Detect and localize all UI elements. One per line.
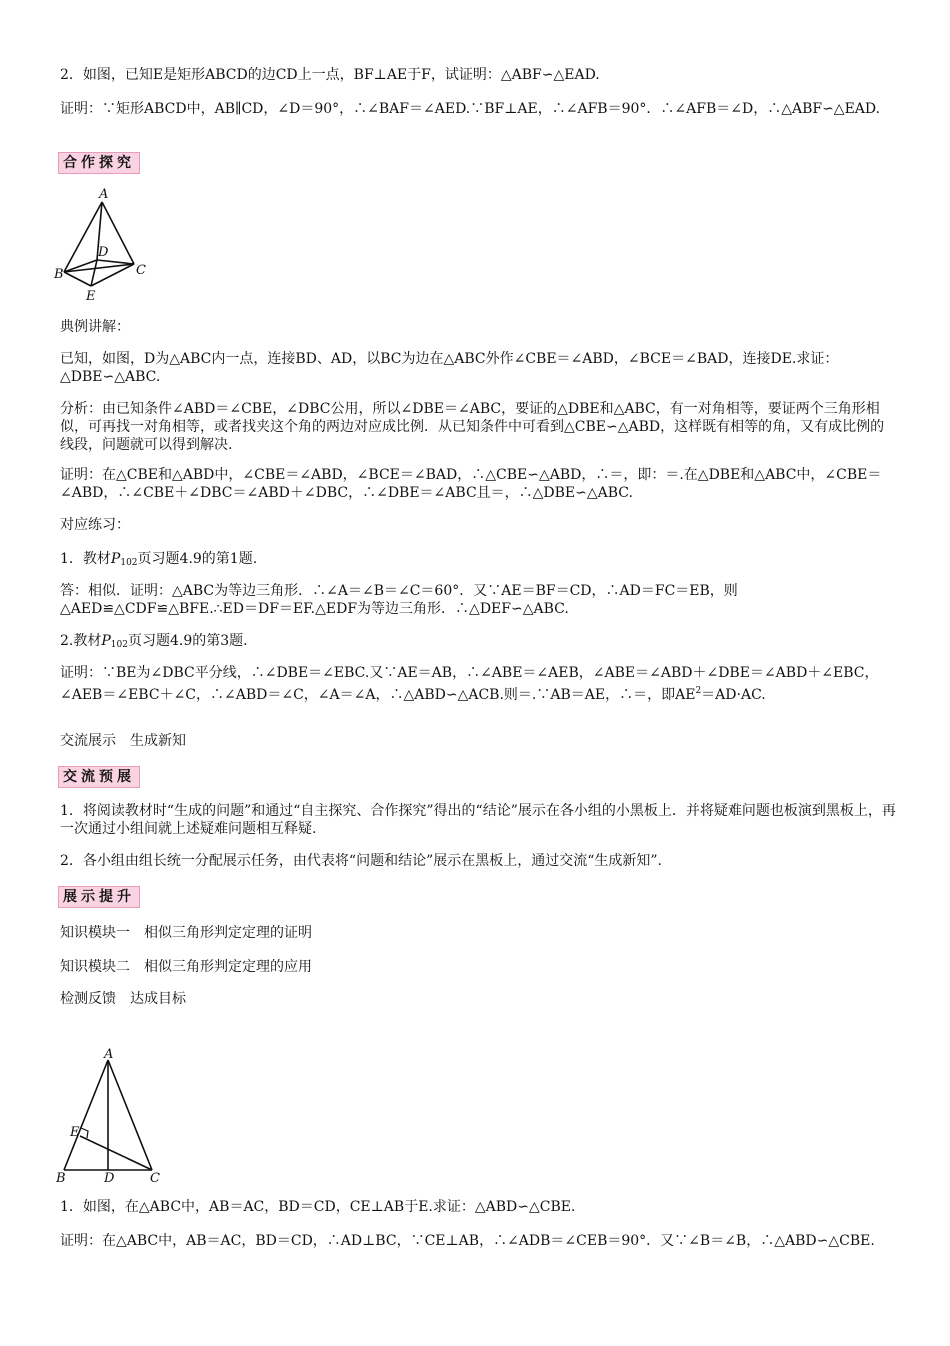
practice-item-1-answer: 答：相似．证明：△ABC为等边三角形．∴∠A＝∠B＝∠C＝60°．又∵AE＝BF＝CD，∴AD＝FC＝EB，则△AED≌△CDF≌△BFE.∴ED＝DF＝EF.△EDF为等边三角形．∴△DEF∽△ABC. — [60, 583, 738, 617]
module-1: 知识模块一 相似三角形判定定理的证明 — [60, 925, 312, 941]
jiance-title: 检测反馈 达成目标 — [60, 991, 186, 1007]
example-heading: 典例讲解： — [60, 319, 130, 335]
fig2-label-c: C — [150, 1171, 160, 1186]
practice-item-2: 2.教材$P_{102}$页习题4.9的第3题. — [60, 633, 248, 650]
final-problem: 1．如图，在△ABC中，AB＝AC，BD＝CD，CE⊥AB于E.求证：△ABD∽△CBE. — [60, 1199, 576, 1215]
jiaoliu-title: 交流展示 生成新知 — [60, 733, 186, 749]
figure-triangle-abc-with-point-d — [52, 182, 152, 304]
jiaoliu-item-1: 1．将阅读教材时“生成的问题”和通过“自主探究、合作探究”得出的“结论”展示在各小组的小黑板上．并将疑难问题也板演到黑板上，再一次通过小组间就上述疑难问题相互释疑. — [60, 803, 896, 837]
section-heading-zhanshi: 展示提升 — [58, 886, 140, 908]
fig2-label-b: B — [56, 1171, 66, 1186]
fig1-label-e: E — [86, 289, 96, 304]
fig2-label-d: D — [104, 1171, 115, 1186]
example-given: 已知，如图，D为△ABC内一点，连接BD、AD，以BC为边在△ABC外作∠CBE＝∠ABD，∠BCE＝∠BAD，连接DE.求证：△DBE∽△ABC. — [60, 351, 839, 385]
problem-2-proof: 证明：∵矩形ABCD中，AB∥CD，∠D＝90°，∴∠BAF＝∠AED.∵BF⊥AE，∴∠AFB＝90°．∴∠AFB＝∠D，∴△ABF∽△EAD. — [60, 101, 881, 117]
figure-isosceles-triangle-abc — [52, 1048, 170, 1188]
example-proof: 证明：在△CBE和△ABD中，∠CBE＝∠ABD，∠BCE＝∠BAD，∴△CBE∽△ABD，∴＝，即：＝.在△DBE和△ABC中，∠CBE＝∠ABD，∴∠CBE＋∠DBC＝∠ABD＋∠DBC，∴∠DBE＝∠ABC且＝，∴△DBE∽△ABC. — [60, 467, 882, 501]
practice-item-1: 1．教材$P_{102}$页习题4.9的第1题. — [60, 551, 258, 568]
fig1-label-c: C — [136, 263, 146, 278]
jiaoliu-item-2: 2．各小组由组长统一分配展示任务，由代表将“问题和结论”展示在黑板上，通过交流“生成新知”. — [60, 853, 662, 869]
fig1-label-d: D — [98, 245, 109, 260]
section-heading-hezuo: 合作探究 — [58, 152, 140, 174]
fig1-label-a: A — [99, 187, 109, 202]
problem-2-statement: 2．如图，已知E是矩形ABCD的边CD上一点，BF⊥AE于F，试证明：△ABF∽△EAD. — [60, 67, 600, 83]
final-proof: 证明：在△ABC中，AB＝AC，BD＝CD，∴AD⊥BC，∵CE⊥AB，∴∠ADB＝∠CEB＝90°．又∵∠B＝∠B，∴△ABD∽△CBE. — [60, 1233, 875, 1249]
fig2-label-a: A — [104, 1048, 114, 1062]
practice-heading: 对应练习： — [60, 517, 130, 533]
fig2-label-e: E — [70, 1125, 80, 1140]
practice-item-2-answer: 证明：∵BE为∠DBC平分线，∴∠DBE＝∠EBC.又∵AE＝AB，∴∠ABE＝∠AEB，∠ABE＝∠ABD＋∠DBE＝∠ABD＋∠EBC，∠AEB＝∠EBC＋∠C，∴∠ABD＝∠C，∠A＝∠A，∴△ABD∽△ACB.则＝.∵AB＝AE，∴＝，即$AE^2=AD\cdot AC$. — [60, 665, 879, 703]
fig1-label-b: B — [54, 267, 64, 282]
module-2: 知识模块二 相似三角形判定定理的应用 — [60, 959, 312, 975]
example-analysis: 分析：由已知条件∠ABD＝∠CBE，∠DBC公用，所以∠DBE＝∠ABC，要证的△DBE和△ABC，有一对角相等，要证两个三角形相似，可再找一对角相等，或者找夹这个角的两边对应成比例．从已知条件中可看到△CBE∽△ABD，这样既有相等的角，又有成比例的线段，问题就可以得到解决. — [60, 401, 885, 453]
section-heading-jiaoliu: 交流预展 — [58, 766, 140, 788]
